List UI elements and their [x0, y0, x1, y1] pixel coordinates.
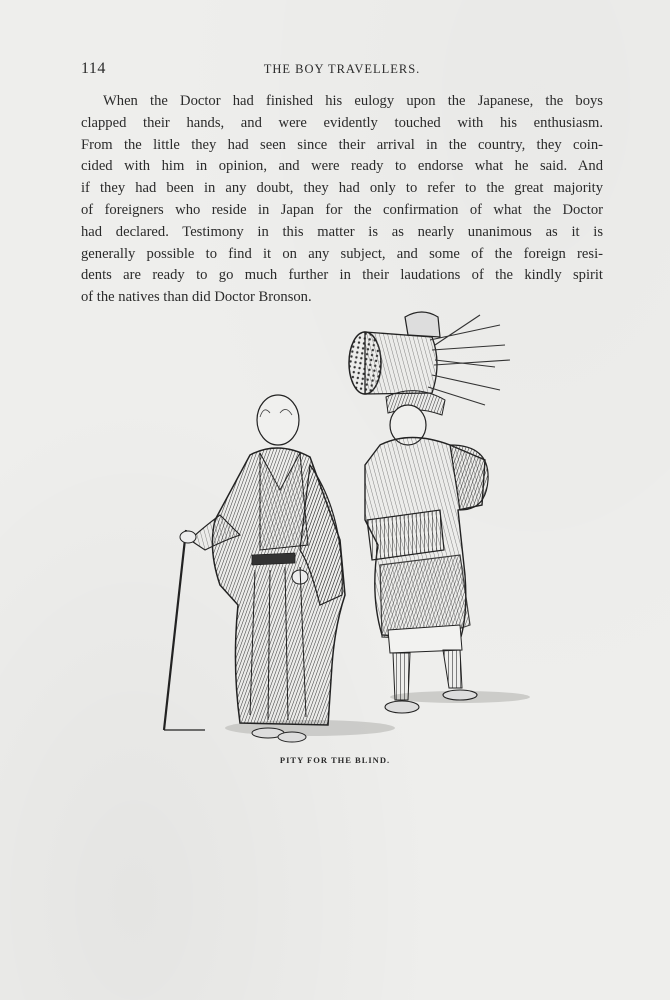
text-line: of foreigners who reside in Japan for the confirmation of what the Doctor [81, 201, 603, 218]
running-head [81, 60, 603, 82]
text-line: dents are ready to go much further in their laudations of the kindly spirit [81, 267, 603, 284]
text-line: When the Doctor had finished his eulogy upon the Japanese, the boys [103, 93, 603, 109]
blind-man-figure [164, 395, 345, 742]
text-line: if they had been in any doubt, they had only to refer to the great majority [81, 180, 603, 197]
page-number: 114 [81, 60, 106, 77]
text-line: generally possible to find it on any subject, and some of the foreign resi- [81, 245, 603, 262]
firewood-bundle [349, 312, 510, 405]
body-paragraph [81, 91, 603, 309]
text-line: of the natives than did Doctor Bronson. [81, 289, 312, 306]
text-line: clapped their hands, and were evidently touched with his enthusiasm. [81, 114, 603, 131]
text-line: From the little they had seen since their arrival in the country, they coin- [81, 136, 603, 153]
running-title: THE BOY TRAVELLERS. [263, 62, 421, 76]
text-line: cided with him in opinion, and were ready to endorse what he said. And [81, 158, 603, 175]
porter-figure [349, 312, 510, 713]
illustration-caption: PITY FOR THE BLIND. [279, 755, 391, 765]
text-line: had declared. Testimony in this matter is as nearly unanimous as it is [81, 223, 603, 240]
engraving-illustration [160, 305, 530, 745]
